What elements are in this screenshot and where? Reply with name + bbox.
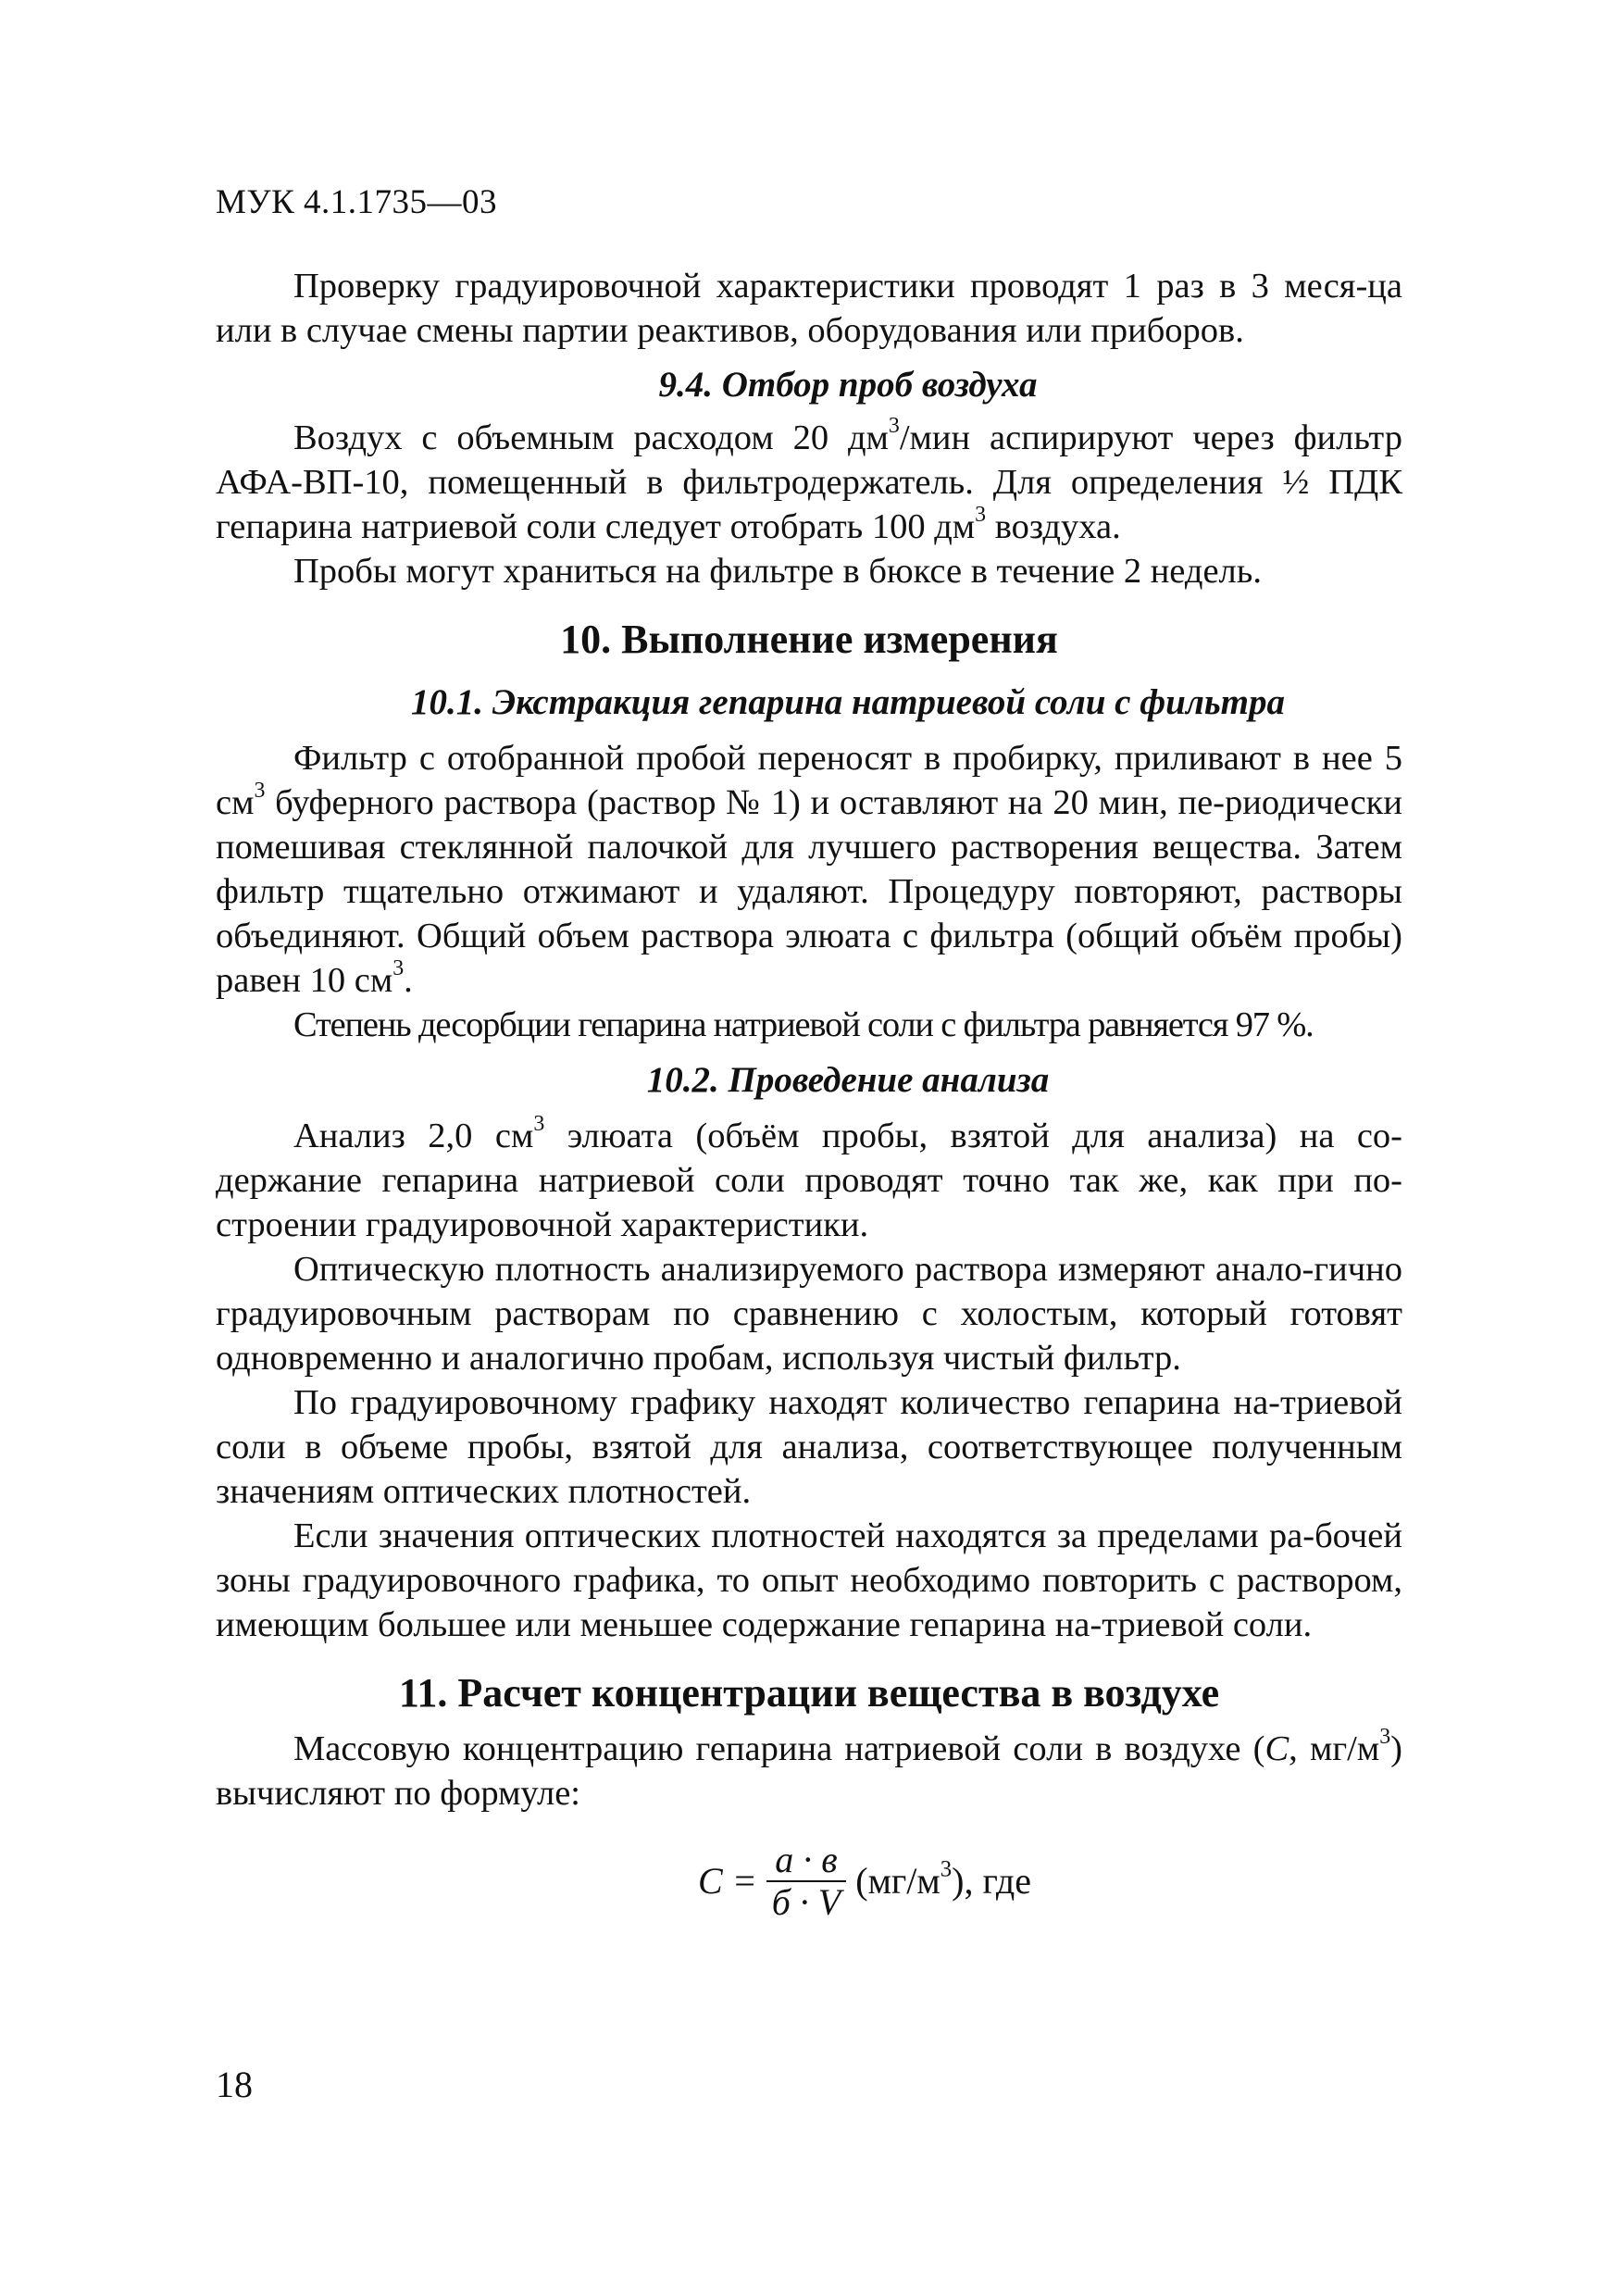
section-11-paragraph-1: Массовую концентрацию гепарина натриевой соли в воздухе (С, $мг/м^3$) вычисляют по формуле:: [216, 1725, 1402, 1813]
section-9-4-paragraph-2: Пробы могут храниться на фильтре в бюксе в течение 2 недель.: [293, 552, 1262, 591]
section-10-1-paragraph-2: Степень десорбции гепарина натриевой соли с фильтра равняется 97 %.: [293, 1005, 1314, 1044]
section-10-2-paragraph-1: Анализ 2,0 $см^3$ элюата (объём пробы, взятой для анализа) на со-держание гепарина натриевой соли проводят точно так же, как при по-строении градуировочной характеристики.: [216, 1112, 1403, 1244]
formula-numerator: а · в: [775, 1839, 838, 1880]
section-11-heading: 11. Расчет концентрации вещества в воздухе: [398, 1670, 1220, 1716]
formula-denominator: б · V: [771, 1881, 841, 1923]
section-10-2-title: 10.2. Проведение анализа: [646, 1060, 1050, 1100]
section-10-2-paragraph-2: Оптическую плотность анализируемого раствора измеряют анало-гично градуировочным растворам по сравнению с холостым, который готовят одновременно и аналогично пробам, используя чистый фильтр.: [216, 1250, 1402, 1378]
formula-lhs: С =: [698, 1860, 757, 1902]
concentration-formula: [216, 1840, 1402, 1923]
page-number: 18: [216, 2064, 253, 2105]
document-code: МУК 4.1.1735—03: [216, 183, 498, 221]
section-9-4-paragraph-1: Воздух с объемным расходом 20 $дм^3$/мин аспирируют через фильтр АФА-ВП-10, помещенный в фильтродержатель. Для определения ½ ПДК гепарина натриевой соли следует отобрать 100 $дм^3$ воздуха.: [216, 414, 1402, 546]
section-9-4-title: 9.4. Отбор проб воздуха: [658, 365, 1038, 405]
formula-fraction: [766, 1840, 847, 1923]
section-10-1-title: 10.1. Экстракция гепарина натриевой соли с фильтра: [410, 682, 1286, 722]
section-10-2-paragraph-3: По градуировочному графику находят количество гепарина на-триевой соли в объеме пробы, взятой для анализа, соответствующее полученным значениям оптических плотностей.: [216, 1383, 1402, 1511]
formula-unit: $(мг/м^3)$, где: [855, 1856, 1031, 1902]
intro-paragraph: Проверку градуировочной характеристики проводят 1 раз в 3 меся-ца или в случае смены партии реактивов, оборудования или приборов.: [216, 267, 1402, 350]
section-10-heading: 10. Выполнение измерения: [560, 617, 1058, 662]
section-10-1-paragraph-1: Фильтр с отобранной пробой переносят в пробирку, приливают в нее 5 $см^3$ буферного раствора (раствор № 1) и оставляют на 20 мин, пе-риодически помешивая стеклянной палочкой для лучшего растворения вещества. Затем фильтр тщательно отжимают и удаляют. Процедуру повторяют, растворы объединяют. Общий объем раствора элюата с фильтра (общий объём пробы) равен 10 $см^3$.: [216, 739, 1402, 1000]
document-body: [216, 264, 1402, 1923]
section-10-2-paragraph-4: Если значения оптических плотностей находятся за пределами ра-бочей зоны градуировочного графика, то опыт необходимо повторить с раствором, имеющим большее или меньшее содержание гепарина на-триевой соли.: [216, 1516, 1402, 1644]
